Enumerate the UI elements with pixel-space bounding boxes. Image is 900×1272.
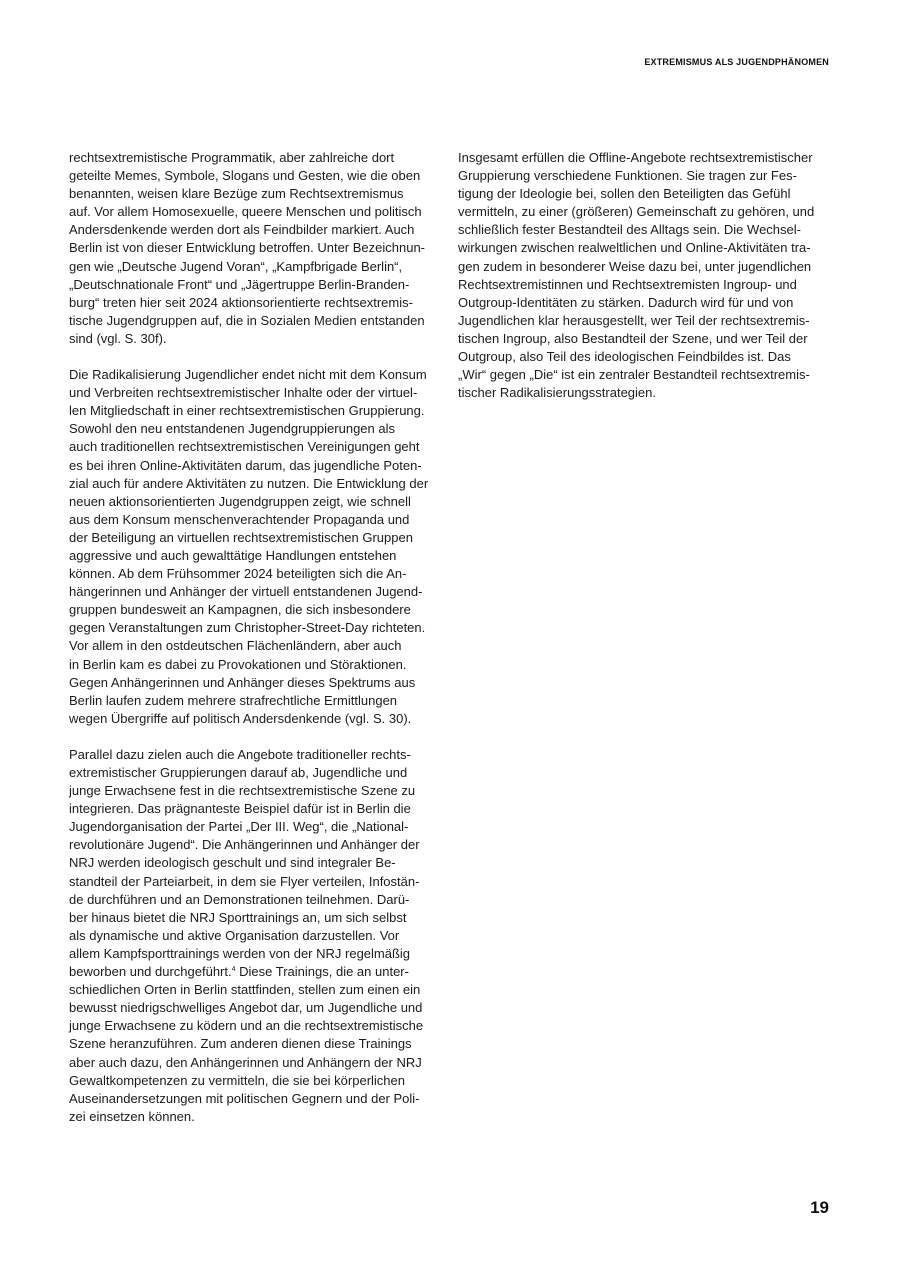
text-line: NRJ werden ideologisch geschult und sind integraler Be- xyxy=(69,855,396,871)
text-line: benannten, weisen klare Bezüge zum Rechtsextremismus xyxy=(69,186,404,202)
text-line: schließlich fester Bestandteil des Alltags sein. Die Wechsel- xyxy=(458,222,801,238)
text-fragment: Diese Trainings, die an unter- xyxy=(235,964,409,980)
text-line: Berlin laufen zudem mehrere strafrechtliche Ermittlungen xyxy=(69,692,398,708)
text-line: len Mitgliedschaft in einer rechtsextremistischen Gruppierung. xyxy=(69,403,425,419)
text-line: können. Ab dem Frühsommer 2024 beteiligten sich die An- xyxy=(69,566,407,582)
text-line: zei einsetzen können. xyxy=(69,1108,195,1124)
text-line: als dynamische und aktive Organisation darzustellen. Vor xyxy=(69,927,400,943)
text-line: Sowohl den neu entstandenen Jugendgruppierungen als xyxy=(69,421,395,437)
left-column xyxy=(69,149,447,1126)
text-line: Gruppierung verschiedene Funktionen. Sie tragen zur Fes- xyxy=(458,168,797,184)
text-line: Die Radikalisierung Jugendlicher endet nicht mit dem Konsum xyxy=(69,367,427,383)
text-fragment: beworben und durchgeführt. xyxy=(69,964,232,980)
text-line: schiedlichen Orten in Berlin stattfinden, stellen zum einen ein xyxy=(69,982,421,998)
text-line: und Verbreiten rechtsextremistischer Inhalte oder der virtuel- xyxy=(69,385,418,401)
text-line: zial auch für andere Aktivitäten zu nutzen. Die Entwicklung der xyxy=(69,475,429,491)
text-line: es bei ihren Online-Aktivitäten darum, das jugendliche Poten- xyxy=(69,457,422,473)
text-line: bewusst niedrigschwelliges Angebot dar, um Jugendliche und xyxy=(69,1000,423,1016)
text-line: gruppen bundesweit an Kampagnen, die sich insbesondere xyxy=(69,602,411,618)
text-line: junge Erwachsene fest in die rechtsextremistische Szene zu xyxy=(69,783,416,799)
text-line: aggressive und auch gewalttätige Handlungen entstehen xyxy=(69,547,397,563)
text-line: burg“ treten hier seit 2024 aktionsorientierte rechtsextremis- xyxy=(69,294,413,310)
text-line: Rechtsextremistinnen und Rechtsextremisten Ingroup- und xyxy=(458,276,797,292)
text-line: integrieren. Das prägnanteste Beispiel dafür ist in Berlin die xyxy=(69,801,411,817)
text-line-with-footnote xyxy=(69,963,447,981)
text-line: wegen Übergriffe auf politisch Andersdenkende (vgl. S. 30). xyxy=(69,710,412,726)
paragraph-traditional-groups xyxy=(69,746,447,1126)
page-number: 19 xyxy=(810,1198,829,1217)
text-line: Jugendlichen klar herausgestellt, wer Teil der rechtsextremis- xyxy=(458,312,810,328)
text-line: gen wie „Deutsche Jugend Voran“, „Kampfbrigade Berlin“, xyxy=(69,258,403,274)
text-line: Vor allem in den ostdeutschen Flächenländern, aber auch xyxy=(69,638,402,654)
text-line: extremistischer Gruppierungen darauf ab, Jugendliche und xyxy=(69,765,408,780)
text-line: auch traditionellen rechtsextremistischen Vereinigungen geht xyxy=(69,439,420,455)
text-line: standteil der Parteiarbeit, in dem sie Flyer verteilen, Infostän- xyxy=(69,873,420,889)
text-line: Outgroup, also Teil des ideologischen Feindbildes ist. Das xyxy=(458,349,791,365)
text-line: „Wir“ gegen „Die“ ist ein zentraler Bestandteil rechtsextremis- xyxy=(458,367,810,383)
text-line: aus dem Konsum menschenverachtender Propaganda und xyxy=(69,511,410,527)
text-line: hängerinnen und Anhänger der virtuell entstandenen Jugend- xyxy=(69,584,423,600)
text-line: aber auch dazu, den Anhängerinnen und Anhängern der NRJ xyxy=(69,1054,422,1070)
text-line: Andersdenkende werden dort als Feindbilder markiert. Auch xyxy=(69,222,415,238)
text-line: Parallel dazu zielen auch die Angebote traditioneller rechts- xyxy=(69,746,411,762)
text-line: Insgesamt erfüllen die Offline-Angebote rechtsextremistischer xyxy=(458,150,813,165)
text-line: neuen aktionsorientierten Jugendgruppen zeigt, wie schnell xyxy=(69,493,411,509)
text-line: in Berlin kam es dabei zu Provokationen und Störaktionen. xyxy=(69,656,407,672)
text-line: revolutionäre Jugend“. Die Anhängerinnen und Anhänger der xyxy=(69,837,420,853)
text-line: tischer Radikalisierungsstrategien. xyxy=(458,385,656,401)
text-line: Auseinandersetzungen mit politischen Gegnern und der Poli- xyxy=(69,1090,420,1106)
text-line: geteilte Memes, Symbole, Slogans und Gesten, wie die oben xyxy=(69,168,421,184)
text-line: Berlin ist von dieser Entwicklung betroffen. Unter Bezeichnun- xyxy=(69,240,426,256)
text-line: Jugendorganisation der Partei „Der III. Weg“, die „National- xyxy=(69,819,409,835)
text-line: wirkungen zwischen realweltlichen und Online-Aktivitäten tra- xyxy=(458,240,811,256)
text-line: rechtsextremistische Programmatik, aber zahlreiche dort xyxy=(69,150,395,165)
text-line: Szene heranzuführen. Zum anderen dienen diese Trainings xyxy=(69,1036,412,1052)
text-line: Outgroup-Identitäten zu stärken. Dadurch wird für und von xyxy=(458,294,794,310)
text-line: „Deutschnationale Front“ und „Jägertruppe Berlin-Branden- xyxy=(69,276,410,292)
text-line: sind (vgl. S. 30f). xyxy=(69,330,167,346)
text-line: der Beteiligung an virtuellen rechtsextremistischen Gruppen xyxy=(69,529,413,545)
text-line: tischen Ingroup, also Bestandteil der Szene, und wer Teil der xyxy=(458,330,808,346)
text-line: allem Kampfsporttrainings werden von der NRJ regelmäßig xyxy=(69,945,411,961)
right-column xyxy=(458,149,836,402)
paragraph-offline-offers xyxy=(458,149,836,402)
text-line: de durchführen und an Demonstrationen teilnehmen. Darü- xyxy=(69,891,410,907)
paragraph-intro-continuation xyxy=(69,149,447,348)
running-header: EXTREMISMUS ALS JUGENDPHÄNOMEN xyxy=(644,57,829,67)
text-line: junge Erwachsene zu ködern und an die rechtsextremistische xyxy=(69,1018,424,1034)
paragraph-radicalisation xyxy=(69,366,447,728)
text-line: gegen Veranstaltungen zum Christopher-Street-Day richteten. xyxy=(69,620,426,636)
text-line: tische Jugendgruppen auf, die in Sozialen Medien entstanden xyxy=(69,312,425,328)
text-line: gen zudem in besonderer Weise dazu bei, unter jugendlichen xyxy=(458,258,812,274)
text-line: ber hinaus bietet die NRJ Sporttrainings an, um sich selbst xyxy=(69,909,407,925)
text-line: tigung der Ideologie bei, sollen den Beteiligten das Gefühl xyxy=(458,186,791,202)
text-line: vermitteln, zu einer (größeren) Gemeinschaft zu gehören, und xyxy=(458,204,815,220)
text-line: Gewaltkompetenzen zu vermitteln, die sie bei körperlichen xyxy=(69,1072,406,1088)
text-line: auf. Vor allem Homosexuelle, queere Menschen und politisch xyxy=(69,204,422,220)
text-line: Gegen Anhängerinnen und Anhänger dieses Spektrums aus xyxy=(69,674,416,690)
footnote-marker[interactable]: 4 xyxy=(231,966,236,974)
